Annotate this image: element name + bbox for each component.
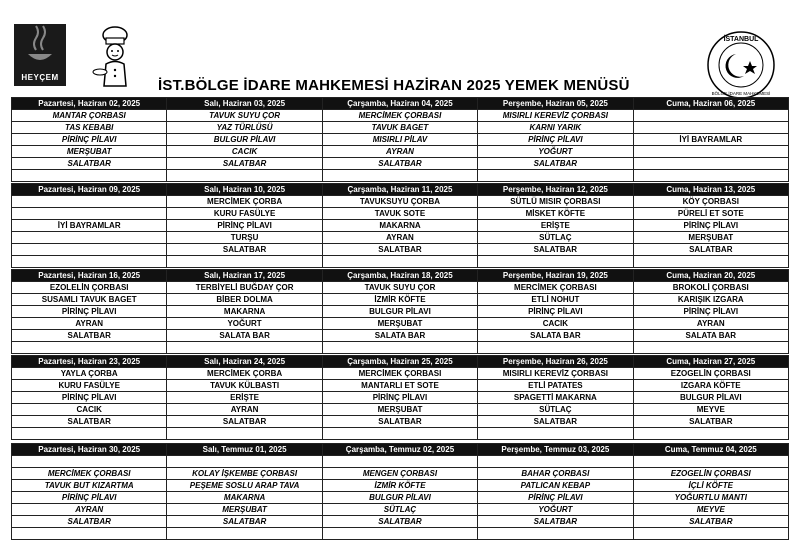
menu-item: MANTARLI ET SOTE: [322, 380, 477, 392]
menu-item: KÖY ÇORBASI: [633, 196, 788, 208]
chef-icon: [92, 26, 138, 88]
day-date: Salı, Haziran 17, 2025: [167, 270, 322, 282]
menu-row: [12, 244, 789, 256]
menu-item: [633, 342, 788, 354]
menu-item: [12, 256, 167, 268]
day-date: Pazartesi, Haziran 30, 2025: [12, 444, 167, 456]
menu-item: SALATBAR: [478, 516, 633, 528]
menu-item: MERCİMEK ÇORBASI: [322, 368, 477, 380]
menu-row: [12, 294, 789, 306]
menu-item: SPAGETTİ MAKARNA: [478, 392, 633, 404]
day-date: Salı, Haziran 03, 2025: [167, 98, 322, 110]
menu-item: EZOGELİN ÇORBASI: [633, 468, 788, 480]
menu-row: [12, 528, 789, 540]
menu-item: SALATA BAR: [478, 330, 633, 342]
week-header-row: [12, 270, 789, 282]
menu-item: YOĞURTLU MANTI: [633, 492, 788, 504]
day-date: Çarşamba, Temmuz 02, 2025: [322, 444, 477, 456]
menu-item: [322, 342, 477, 354]
menu-item: YAYLA ÇORBA: [12, 368, 167, 380]
menu-item: PİRİNÇ PİLAVI: [478, 492, 633, 504]
day-date: Cuma, Temmuz 04, 2025: [633, 444, 788, 456]
menu-item: SALATBAR: [322, 158, 477, 170]
week-table: [11, 443, 789, 540]
menu-item: [12, 244, 167, 256]
menu-item: TAVUK SUYU ÇOR: [167, 110, 322, 122]
menu-item: [322, 528, 477, 540]
menu-item: [633, 110, 788, 122]
day-date: Perşembe, Haziran 12, 2025: [478, 184, 633, 196]
menu-item: MERCİMEK ÇORBA: [167, 196, 322, 208]
day-date: Perşembe, Temmuz 03, 2025: [478, 444, 633, 456]
menu-item: AYRAN: [12, 318, 167, 330]
menu-row: [12, 208, 789, 220]
menu-item: BULGUR PİLAVI: [322, 492, 477, 504]
menu-item: [322, 428, 477, 440]
menu-item: MEYVE: [633, 404, 788, 416]
menu-row: [12, 220, 789, 232]
day-date: Perşembe, Haziran 05, 2025: [478, 98, 633, 110]
menu-item: ERİŞTE: [478, 220, 633, 232]
menu-item: TURŞU: [167, 232, 322, 244]
menu-item: PİRİNÇ PİLAVI: [633, 306, 788, 318]
menu-item: MAKARNA: [167, 492, 322, 504]
menu-item: SALATBAR: [322, 244, 477, 256]
day-date: Salı, Haziran 10, 2025: [167, 184, 322, 196]
svg-text:İSTANBUL: İSTANBUL: [723, 36, 759, 43]
day-date: Çarşamba, Haziran 04, 2025: [322, 98, 477, 110]
week-table: [11, 183, 789, 268]
menu-item: MANTAR ÇORBASI: [12, 110, 167, 122]
menu-item: SÜTLAÇ: [322, 504, 477, 516]
menu-item: [633, 122, 788, 134]
menu-item: TAVUK BAGET: [322, 122, 477, 134]
menu-row: [12, 380, 789, 392]
menu-item: KARIŞIK IZGARA: [633, 294, 788, 306]
steaming-bowl-icon: [14, 24, 66, 72]
menu-row: [12, 492, 789, 504]
menu-item: SALATA BAR: [633, 330, 788, 342]
menu-item: MERCİMEK ÇORBASI: [12, 468, 167, 480]
menu-item: KARNI YARIK: [478, 122, 633, 134]
menu-item: ERİŞTE: [167, 392, 322, 404]
menu-item: AYRAN: [167, 404, 322, 416]
menu-item: [633, 456, 788, 468]
menu-item: SALATBAR: [167, 416, 322, 428]
week-table: [11, 97, 789, 182]
menu-item: BROKOLİ ÇORBASI: [633, 282, 788, 294]
menu-row: [12, 256, 789, 268]
court-seal-icon: [700, 30, 782, 100]
menu-item: [12, 528, 167, 540]
menu-item: SALATBAR: [633, 516, 788, 528]
menu-item: SALATA BAR: [167, 330, 322, 342]
menu-item: [12, 196, 167, 208]
menu-item: ETLİ PATATES: [478, 380, 633, 392]
logo-text: HEYÇEM: [21, 73, 59, 82]
day-date: Cuma, Haziran 20, 2025: [633, 270, 788, 282]
day-date: Pazartesi, Haziran 02, 2025: [12, 98, 167, 110]
menu-item: KURU FASÜLYE: [12, 380, 167, 392]
menu-item: MISIRLI KEREVİZ ÇORBASI: [478, 368, 633, 380]
menu-item: BİBER DOLMA: [167, 294, 322, 306]
menu-item: PİRİNÇ PİLAVI: [167, 220, 322, 232]
menu-row: [12, 318, 789, 330]
menu-row: [12, 158, 789, 170]
menu-item: SUSAMLI TAVUK BAGET: [12, 294, 167, 306]
day-date: Pazartesi, Haziran 23, 2025: [12, 356, 167, 368]
day-date: Pazartesi, Haziran 09, 2025: [12, 184, 167, 196]
menu-item: PEŞEME SOSLU ARAP TAVA: [167, 480, 322, 492]
menu-item: SALATBAR: [12, 516, 167, 528]
menu-item: BAHAR ÇORBASI: [478, 468, 633, 480]
menu-row: [12, 122, 789, 134]
menu-item: MERŞUBAT: [322, 404, 477, 416]
menu-item: SALATA BAR: [322, 330, 477, 342]
menu-item: İZMİR KÖFTE: [322, 480, 477, 492]
menu-item: SALATBAR: [478, 416, 633, 428]
menu-row: [12, 282, 789, 294]
day-date: Cuma, Haziran 27, 2025: [633, 356, 788, 368]
menu-item: AYRAN: [12, 504, 167, 516]
menu-item: MENGEN ÇORBASI: [322, 468, 477, 480]
menu-item: [12, 170, 167, 182]
week-header-row: [12, 98, 789, 110]
menu-item: PİRİNÇ PİLAVI: [12, 134, 167, 146]
menu-item: PİRİNÇ PİLAVI: [12, 492, 167, 504]
menu-item: PİRİNÇ PİLAVI: [12, 392, 167, 404]
menu-row: [12, 416, 789, 428]
menu-row: [12, 196, 789, 208]
menu-item: [167, 428, 322, 440]
menu-item: PİRİNÇ PİLAVI: [322, 392, 477, 404]
page-title: İST.BÖLGE İDARE MAHKEMESİ HAZİRAN 2025 YEMEK MENÜSÜ: [158, 77, 630, 94]
menu-row: [12, 330, 789, 342]
menu-item: KOLAY İŞKEMBE ÇORBASI: [167, 468, 322, 480]
menu-item: İZMİR KÖFTE: [322, 294, 477, 306]
day-date: Salı, Temmuz 01, 2025: [167, 444, 322, 456]
menu-item: PİRİNÇ PİLAVI: [478, 134, 633, 146]
menu-item: PİRİNÇ PİLAVI: [12, 306, 167, 318]
menu-row: [12, 456, 789, 468]
menu-item: [322, 456, 477, 468]
menu-item: PATLICAN KEBAP: [478, 480, 633, 492]
menu-item: SÜTLAÇ: [478, 404, 633, 416]
menu-item: BULGUR PİLAVI: [322, 306, 477, 318]
menu-item: SALATBAR: [12, 330, 167, 342]
menu-item: PİRİNÇ PİLAVI: [633, 220, 788, 232]
menu-item: ETLİ NOHUT: [478, 294, 633, 306]
menu-item: SALATBAR: [12, 416, 167, 428]
menu-item: SALATBAR: [633, 244, 788, 256]
menu-item: MERŞUBAT: [12, 146, 167, 158]
menu-item: [633, 256, 788, 268]
menu-item: [167, 256, 322, 268]
menu-item: MERŞUBAT: [167, 504, 322, 516]
menu-item: MERŞUBAT: [322, 318, 477, 330]
menu-item: SALATBAR: [167, 516, 322, 528]
day-date: Salı, Haziran 24, 2025: [167, 356, 322, 368]
menu-item: MERCİMEK ÇORBA: [167, 368, 322, 380]
menu-item: [12, 456, 167, 468]
menu-row: [12, 110, 789, 122]
menu-item: [12, 428, 167, 440]
day-date: Cuma, Haziran 06, 2025: [633, 98, 788, 110]
menu-item: SALATBAR: [167, 158, 322, 170]
menu-item: PÜRELİ ET SOTE: [633, 208, 788, 220]
menu-item: YOĞURT: [478, 146, 633, 158]
menu-item: [12, 208, 167, 220]
menu-item: MERCİMEK ÇORBASI: [322, 110, 477, 122]
menu-row: [12, 342, 789, 354]
menu-item: MAKARNA: [167, 306, 322, 318]
menu-row: [12, 468, 789, 480]
day-date: Çarşamba, Haziran 18, 2025: [322, 270, 477, 282]
menu-item: TAVUK SUYU ÇOR: [322, 282, 477, 294]
menu-item: SALATBAR: [633, 416, 788, 428]
menu-item: SALATBAR: [322, 416, 477, 428]
menu-item: [633, 158, 788, 170]
menu-item: YAZ TÜRLÜSÜ: [167, 122, 322, 134]
menu-item: TAS KEBABI: [12, 122, 167, 134]
menu-item: SALATBAR: [167, 244, 322, 256]
menu-row: [12, 428, 789, 440]
day-date: Perşembe, Haziran 26, 2025: [478, 356, 633, 368]
day-date: Çarşamba, Haziran 25, 2025: [322, 356, 477, 368]
menu-item: TAVUK KÜLBASTI: [167, 380, 322, 392]
menu-item: EZOLELİN ÇORBASI: [12, 282, 167, 294]
menu-item: IZGARA KÖFTE: [633, 380, 788, 392]
day-date: Pazartesi, Haziran 16, 2025: [12, 270, 167, 282]
menu-row: [12, 480, 789, 492]
menu-item: İÇLİ KÖFTE: [633, 480, 788, 492]
week-header-row: [12, 184, 789, 196]
menu-item: [478, 256, 633, 268]
menu-item: SALATBAR: [478, 158, 633, 170]
menu-item: [633, 528, 788, 540]
menu-item: [478, 428, 633, 440]
menu-item: [633, 170, 788, 182]
menu-row: [12, 504, 789, 516]
menu-item: MERŞUBAT: [633, 232, 788, 244]
menu-item: BULGUR PİLAVI: [633, 392, 788, 404]
menu-item: PİRİNÇ PİLAVI: [478, 306, 633, 318]
menu-item: [322, 256, 477, 268]
menu-item: MISIRLI PİLAV: [322, 134, 477, 146]
day-date: Cuma, Haziran 13, 2025: [633, 184, 788, 196]
menu-item: [633, 146, 788, 158]
menu-row: [12, 404, 789, 416]
menu-item: MAKARNA: [322, 220, 477, 232]
menu-item: BULGUR PİLAVI: [167, 134, 322, 146]
menu-item: İYİ BAYRAMLAR: [12, 220, 167, 232]
menu-item: [478, 456, 633, 468]
day-date: Perşembe, Haziran 19, 2025: [478, 270, 633, 282]
menu-item: SALATBAR: [12, 158, 167, 170]
menu-row: [12, 146, 789, 158]
menu-item: TAVUKSUYU ÇORBA: [322, 196, 477, 208]
heycem-logo: [14, 24, 66, 86]
menu-item: İYİ BAYRAMLAR: [633, 134, 788, 146]
menu-item: SÜTLAÇ: [478, 232, 633, 244]
menu-item: KURU FASÜLYE: [167, 208, 322, 220]
menu-item: [167, 456, 322, 468]
menu-item: MERCİMEK ÇORBASI: [478, 282, 633, 294]
menu-item: [478, 528, 633, 540]
menu-item: YOĞURT: [478, 504, 633, 516]
menu-item: AYRAN: [322, 146, 477, 158]
week-table: [11, 269, 789, 354]
menu-item: TAVUK SOTE: [322, 208, 477, 220]
week-table: [11, 355, 789, 440]
menu-item: [12, 342, 167, 354]
day-date: Çarşamba, Haziran 11, 2025: [322, 184, 477, 196]
menu-item: [167, 342, 322, 354]
menu-item: MEYVE: [633, 504, 788, 516]
menu-row: [12, 134, 789, 146]
menu-row: [12, 392, 789, 404]
menu-item: [322, 170, 477, 182]
menu-item: CACIK: [12, 404, 167, 416]
menu-item: [478, 342, 633, 354]
week-header-row: [12, 356, 789, 368]
menu-item: YOĞURT: [167, 318, 322, 330]
menu-item: SÜTLÜ MISIR ÇORBASI: [478, 196, 633, 208]
menu-item: [12, 232, 167, 244]
menu-item: [478, 170, 633, 182]
menu-item: CACIK: [478, 318, 633, 330]
menu-row: [12, 516, 789, 528]
menu-item: CACIK: [167, 146, 322, 158]
menu-item: [167, 170, 322, 182]
menu-item: [633, 428, 788, 440]
menu-item: TERBİYELİ BUĞDAY ÇOR: [167, 282, 322, 294]
menu-item: SALATBAR: [478, 244, 633, 256]
menu-item: SALATBAR: [322, 516, 477, 528]
menu-item: AYRAN: [322, 232, 477, 244]
menu-item: MISIRLI KEREVİZ ÇORBASI: [478, 110, 633, 122]
menu-row: [12, 232, 789, 244]
menu-item: [167, 528, 322, 540]
menu-item: MİSKET KÖFTE: [478, 208, 633, 220]
menu-row: [12, 368, 789, 380]
menu-item: TAVUK BUT KIZARTMA: [12, 480, 167, 492]
svg-text:BÖLGE İDARE MAHKEMESİ: BÖLGE İDARE MAHKEMESİ: [711, 91, 771, 96]
menu-row: [12, 306, 789, 318]
menu-row: [12, 170, 789, 182]
menu-item: EZOGELİN ÇORBASI: [633, 368, 788, 380]
week-header-row: [12, 444, 789, 456]
menu-item: AYRAN: [633, 318, 788, 330]
